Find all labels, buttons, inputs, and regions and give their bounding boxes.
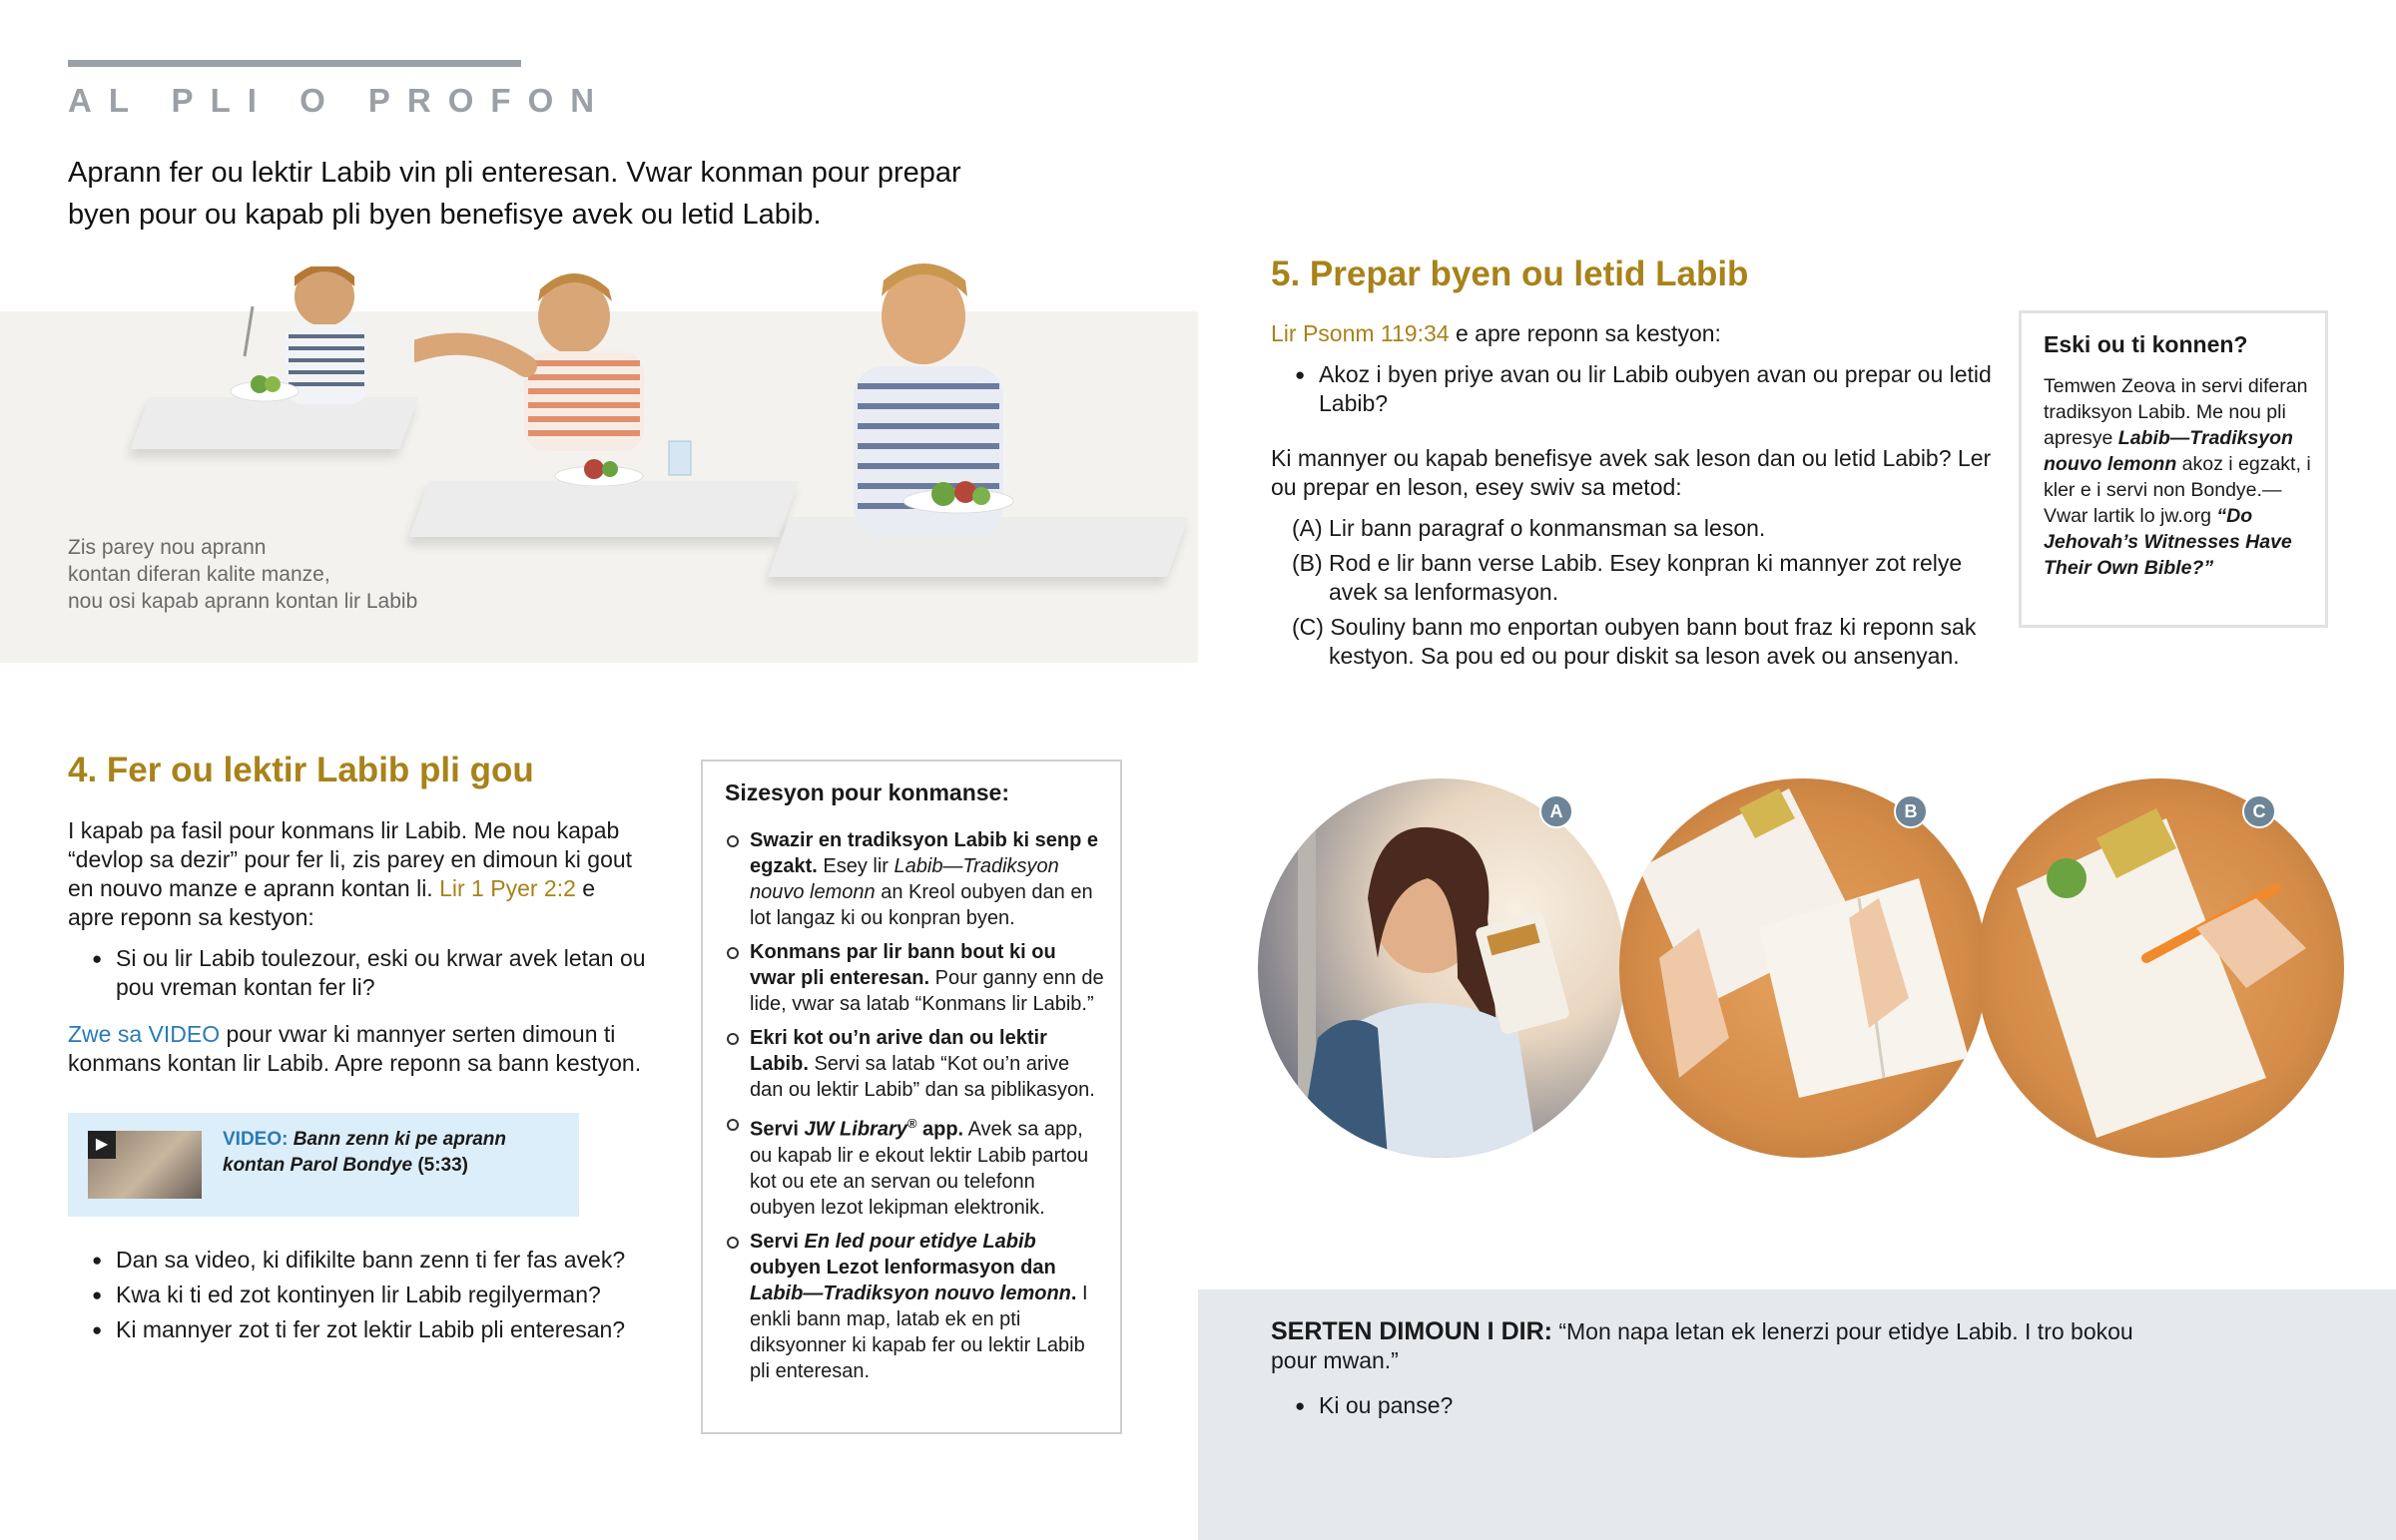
know-text-part: akoz i egzakt, i kler e i servi non Bondye.—Vwar lartik lo jw.org bbox=[2044, 453, 2311, 527]
illustration-caption bbox=[68, 534, 487, 615]
scripture-link[interactable]: Lir Psonm 119:34 bbox=[1271, 320, 1450, 346]
section-5-bullet: ● Akoz i byen priye avan ou lir Labib oubyen avan ou prepar ou letid Labib? bbox=[1271, 360, 2000, 418]
tip-item bbox=[725, 1025, 1104, 1103]
tips-box bbox=[701, 760, 1122, 1434]
video-label[interactable] bbox=[223, 1127, 562, 1179]
badge-c: C bbox=[2242, 794, 2276, 828]
paragraph-text: I kapab pa fasil pour konmans lir Labib. Me nou kapab “devlop sa dezir” pour fer li, zis parey en dimoun ki gout en nouvo manze e aprann kontan li. bbox=[68, 817, 633, 901]
tip-text: an Kreol oubyen dan en lot langaz ki ou konpran byen. bbox=[750, 881, 1093, 929]
tip-heading: app. bbox=[916, 1118, 964, 1141]
section-4-bullet: ● Si ou lir Labib toulezour, eski ou krwar avek letan ou pou vreman kontan fer li? bbox=[68, 944, 647, 1002]
tip-item bbox=[725, 827, 1104, 931]
scripture-link[interactable]: Lir 1 Pyer 2:2 bbox=[439, 875, 576, 901]
video-card[interactable] bbox=[68, 1113, 579, 1217]
section-4-body bbox=[68, 816, 647, 1090]
tips-list bbox=[725, 827, 1104, 1392]
tip-heading: oubyen Lezot lenformasyon dan bbox=[750, 1256, 1056, 1279]
tip-heading: JW Library bbox=[804, 1118, 907, 1141]
eating-illustration bbox=[0, 311, 1198, 663]
know-text-part: Temwen Zeova in servi diferan tradiksyon Labib. Me nou pli apresye bbox=[2044, 375, 2308, 449]
video-duration: (5:33) bbox=[417, 1155, 468, 1176]
know-text bbox=[2044, 373, 2313, 581]
question-item: ● Kwa ki ti ed zot kontinyen lir Labib regilyerman? bbox=[68, 1281, 687, 1309]
step-item: (A) Lir bann paragraf o konmansman sa leson. bbox=[1292, 515, 1766, 541]
question-item: ● Dan sa video, ki difikilte bann zenn ti fer fas avek? bbox=[68, 1246, 687, 1275]
registered-mark: ® bbox=[906, 1116, 917, 1131]
video-thumbnail[interactable] bbox=[88, 1131, 202, 1199]
question-item: ● Ki mannyer zot ti fer zot lektir Labib pli enteresan? bbox=[68, 1315, 687, 1344]
section-5-intro-tail: e apre reponn sa kestyon: bbox=[1449, 320, 1721, 346]
quote-label: SERTEN DIMOUN I DIR: bbox=[1271, 1317, 1552, 1345]
tip-heading: Servi bbox=[750, 1230, 805, 1253]
badge-b: B bbox=[1894, 794, 1928, 828]
caption-line: kontan diferan kalite manze, bbox=[68, 563, 330, 586]
section-4-paragraph bbox=[68, 816, 647, 932]
boy-1-illustration bbox=[205, 266, 404, 416]
tip-text: Pour ganny enn de lide, vwar sa latab “Konmans lir Labib.” bbox=[750, 967, 1104, 1015]
quote-question: ● Ki ou panse? bbox=[1271, 1391, 2396, 1420]
reading-on-train-illustration bbox=[1258, 778, 1625, 1158]
bible-title: Labib—Tradiksyon nouvo lemonn bbox=[2044, 427, 2293, 475]
circle-illustration-c bbox=[1977, 778, 2344, 1158]
tip-heading: Servi bbox=[750, 1118, 805, 1141]
tip-item bbox=[725, 1229, 1104, 1384]
boy-3-illustration bbox=[794, 257, 1033, 546]
play-icon[interactable]: ▶ bbox=[88, 1131, 116, 1159]
step-item: (C) Souliny bann mo enportan oubyen bann bout fraz ki reponn sak kestyon. Sa pou ed ou pour diskit sa leson avek ou ansenyan. bbox=[1292, 614, 1977, 669]
quote-text bbox=[1271, 1317, 2149, 1375]
tip-heading: Labib—Tradiksyon nouvo lemonn bbox=[750, 1282, 1071, 1304]
section-4-questions bbox=[68, 1246, 687, 1350]
section-5-intro bbox=[1271, 319, 2000, 348]
open-books-illustration bbox=[1619, 778, 1987, 1158]
section-5-title: 5. Prepar byen ou letid Labib bbox=[1271, 255, 1749, 293]
boy-2-illustration bbox=[414, 271, 704, 486]
circle-illustration-b bbox=[1619, 778, 1987, 1158]
tips-title: Sizesyon pour konmanse: bbox=[725, 779, 1010, 805]
tip-text: Esey lir bbox=[817, 855, 895, 877]
tip-text: Servi sa latab “Kot ou’n arive dan ou lektir Labib” dan sa piblikasyon. bbox=[750, 1053, 1095, 1101]
tip-item bbox=[725, 1111, 1104, 1221]
quote-body: “Mon napa letan ek lenerzi pour etidye Labib. I tro bokou pour mwan.” bbox=[1271, 1318, 2133, 1373]
paragraph-tail: e apre reponn sa kestyon: bbox=[68, 875, 596, 930]
intro-text: Aprann fer ou lektir Labib vin pli enteresan. Vwar konman pour prepar byen pour ou kapab pli byen benefisye avek ou letid Labib. bbox=[68, 157, 961, 231]
tip-text: I enkli bann map, latab ek en pti diksyonner ki kapab fer ou lektir Labib pli enteresan. bbox=[750, 1282, 1088, 1382]
table-2 bbox=[409, 481, 799, 537]
caption-line: Zis parey nou aprann bbox=[68, 536, 267, 559]
underlining-book-illustration bbox=[1977, 778, 2344, 1158]
tip-heading: Konmans par lir bann bout ki ou vwar pli enteresan. bbox=[750, 941, 1056, 989]
section-label: AL PLI O PROFON bbox=[68, 82, 612, 119]
video-prefix: VIDEO: bbox=[223, 1129, 289, 1150]
did-you-know-box bbox=[2019, 310, 2328, 628]
video-link[interactable]: Zwe sa VIDEO bbox=[68, 1021, 221, 1047]
badge-a: A bbox=[1539, 794, 1573, 828]
step-item: (B) Rod e lir bann verse Labib. Esey konpran ki mannyer zot relye avek sa lenformasyon. bbox=[1292, 550, 1963, 605]
header-rule bbox=[68, 60, 521, 67]
video-title: Bann zenn ki pe aprann kontan Parol Bondye bbox=[223, 1129, 506, 1176]
know-title: Eski ou ti konnen? bbox=[2044, 331, 2248, 357]
section-5-body bbox=[1271, 319, 2000, 677]
quote-panel bbox=[1198, 1289, 2396, 1540]
tip-italic: Labib—Tradiksyon nouvo lemonn bbox=[750, 855, 1059, 903]
caption-line: nou osi kapab aprann kontan lir Labib bbox=[68, 590, 418, 613]
tip-item bbox=[725, 939, 1104, 1017]
tip-text: Avek sa app, ou kapab lir e ekout lektir Labib partou kot ou ete an servan ou telefonn oubyen lezot lekipman elektronik. bbox=[750, 1118, 1089, 1219]
article-title: “Do Jehovah’s Witnesses Have Their Own Bible?” bbox=[2044, 505, 2292, 579]
video-prompt-tail: pour vwar ki mannyer serten dimoun ti konmans kontan lir Labib. Apre reponn sa bann kestyon. bbox=[68, 1021, 642, 1076]
tip-heading: En led pour etidye Labib bbox=[804, 1230, 1036, 1253]
section-5-paragraph: Ki mannyer ou kapab benefisye avek sak leson dan ou letid Labib? Ler ou prepar en leson, esey swiv sa metod: bbox=[1271, 445, 1992, 500]
tip-heading: . bbox=[1070, 1282, 1077, 1304]
tip-heading: Ekri kot ou’n arive dan ou lektir Labib. bbox=[750, 1027, 1047, 1075]
section-4-title: 4. Fer ou lektir Labib pli gou bbox=[68, 751, 534, 789]
video-prompt bbox=[68, 1020, 647, 1078]
tip-heading: Swazir en tradiksyon Labib ki senp e egzakt. bbox=[750, 829, 1098, 877]
circle-illustration-a bbox=[1258, 778, 1625, 1158]
